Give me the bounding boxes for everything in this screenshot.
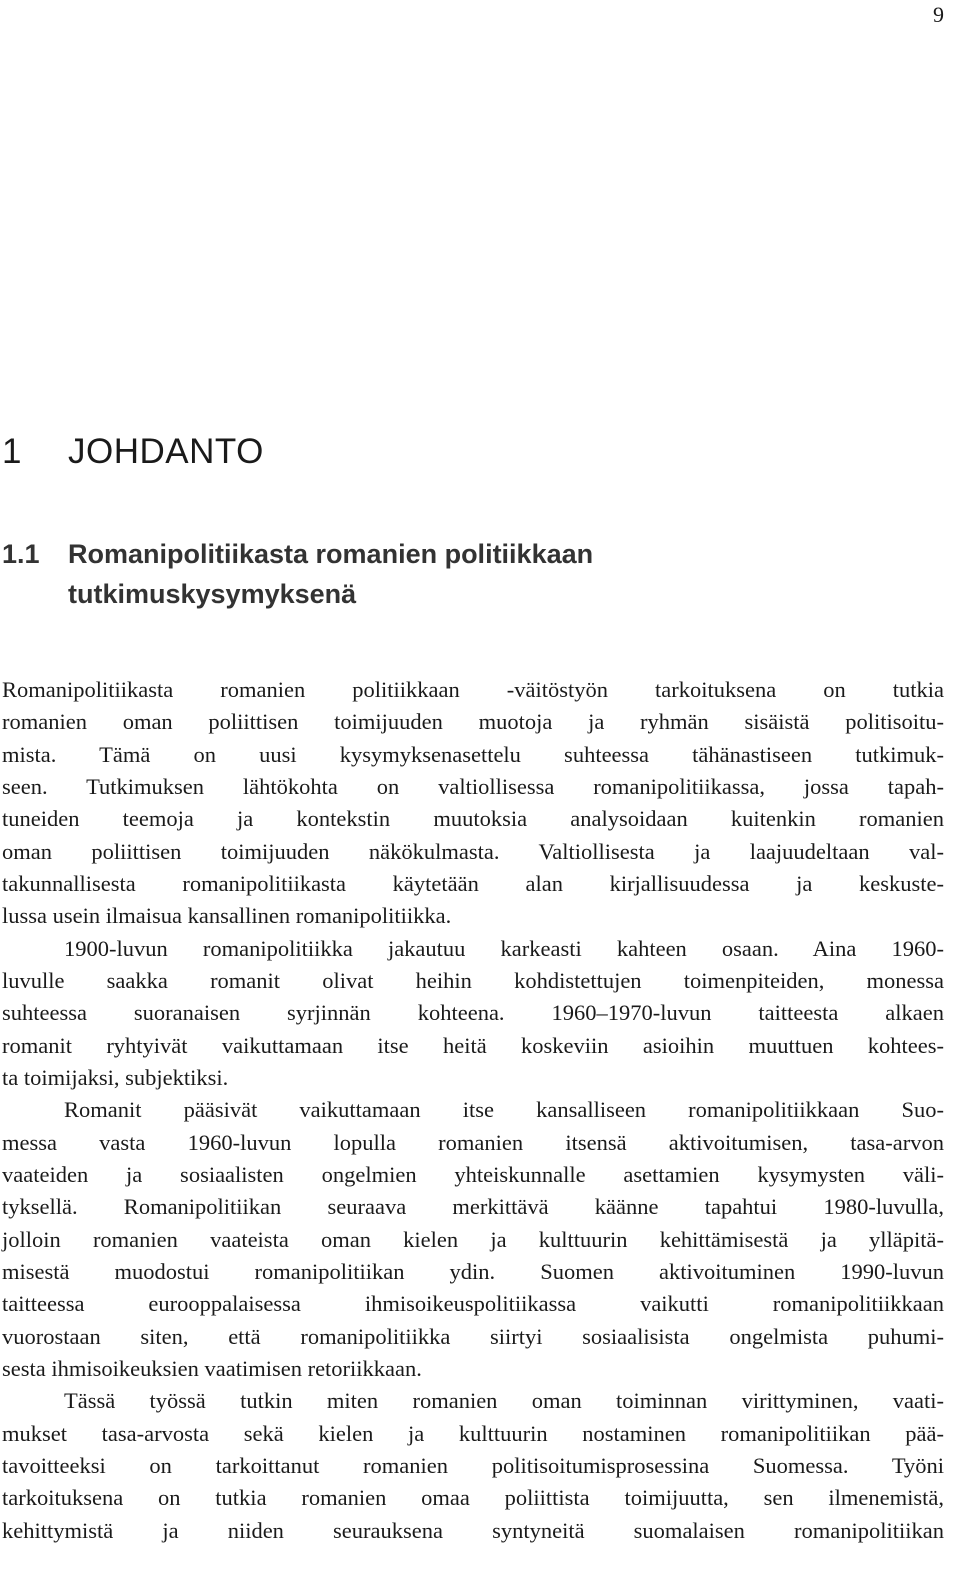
chapter-number: 1 bbox=[2, 432, 22, 471]
text-line: 1900-luvun romanipolitiikka jakautuu karkeasti kahteen osaan. Aina 1960- bbox=[64, 935, 944, 961]
text-line: kehittymistä ja niiden seurauksena syntyneitä suomalaisen romanipolitiikan bbox=[2, 1517, 944, 1543]
text-line: romanien oman poliittisen toimijuuden muotoja ja ryhmän sisäistä politisoitu- bbox=[2, 709, 944, 735]
text-line: mista. Tämä on uusi kysymyksenasettelu suhteessa tähänastiseen tutkimuk- bbox=[2, 741, 944, 767]
text-line: Romanit pääsivät vaikuttamaan itse kansalliseen romanipolitiikkaan Suo- bbox=[64, 1097, 944, 1123]
text-line: vaateiden ja sosiaalisten ongelmien yhteiskunnalle asettamien kysymysten väli- bbox=[2, 1161, 944, 1187]
text-line: misestä muodostui romanipolitiikan ydin. Suomen aktivoituminen 1990-luvun bbox=[2, 1258, 944, 1284]
chapter-heading bbox=[2, 432, 264, 472]
body-text bbox=[2, 674, 944, 1547]
chapter-title: JOHDANTO bbox=[68, 432, 264, 471]
text-line: tavoitteeksi on tarkoittanut romanien politisoitumisprosessina Suomessa. Työni bbox=[2, 1452, 944, 1478]
text-line: taitteessa eurooppalaisessa ihmisoikeuspolitiikassa vaikutti romanipolitiikkaan bbox=[2, 1291, 944, 1317]
text-line: luvulle saakka romanit olivat heihin kohdistettujen toimenpiteiden, monessa bbox=[2, 967, 944, 993]
section-title-line-2: tutkimuskysymyksenä bbox=[68, 579, 357, 609]
text-line: suhteessa suoranaisen syrjinnän kohteena. 1960–1970-luvun taitteesta alkaen bbox=[2, 1000, 944, 1026]
text-line: takunnallisesta romanipolitiikasta käytetään alan kirjallisuudessa ja keskuste- bbox=[2, 870, 944, 896]
text-line: oman poliittisen toimijuuden näkökulmasta. Valtiollisesta ja laajuudeltaan val- bbox=[2, 838, 944, 864]
section-number: 1.1 bbox=[2, 539, 40, 569]
text-line: Tässä työssä tutkin miten romanien oman toiminnan virittyminen, vaati- bbox=[64, 1388, 944, 1414]
text-line: mukset tasa-arvosta sekä kielen ja kulttuurin nostaminen romanipolitiikan pää- bbox=[2, 1420, 944, 1446]
text-line: tarkoituksena on tutkia romanien omaa poliittista toimijuutta, sen ilmenemistä, bbox=[2, 1485, 944, 1511]
text-line: lussa usein ilmaisua kansallinen romanipolitiikka. bbox=[2, 903, 452, 929]
text-line: messa vasta 1960-luvun lopulla romanien itsensä aktivoitumisen, tasa-arvon bbox=[2, 1129, 944, 1155]
text-line: Romanipolitiikasta romanien politiikkaan -väitöstyön tarkoituksena on tutkia bbox=[2, 677, 944, 702]
text-line: jolloin romanien vaateista oman kielen ja kulttuurin kehittämisestä ja ylläpitä- bbox=[2, 1226, 944, 1252]
section-heading bbox=[2, 534, 902, 614]
text-line: sesta ihmisoikeuksien vaatimisen retoriikkaan. bbox=[2, 1355, 422, 1381]
page-number: 9 bbox=[933, 2, 944, 27]
text-line: seen. Tutkimuksen lähtökohta on valtiollisessa romanipolitiikassa, jossa tapah- bbox=[2, 773, 944, 799]
text-line: romanit ryhtyivät vaikuttamaan itse heitä koskeviin asioihin muuttuen kohtees- bbox=[2, 1032, 944, 1058]
text-line: tyksellä. Romanipolitiikan seuraava merkittävä käänne tapahtui 1980-luvulla, bbox=[2, 1194, 944, 1220]
text-line: ta toimijaksi, subjektiksi. bbox=[2, 1064, 229, 1090]
text-line: tuneiden teemoja ja kontekstin muutoksia analysoidaan kuitenkin romanien bbox=[2, 806, 944, 832]
text-line: vuorostaan siten, että romanipolitiikka siirtyi sosiaalisista ongelmista puhumi- bbox=[2, 1323, 944, 1349]
section-title-line-1: Romanipolitiikasta romanien politiikkaan bbox=[68, 539, 594, 569]
